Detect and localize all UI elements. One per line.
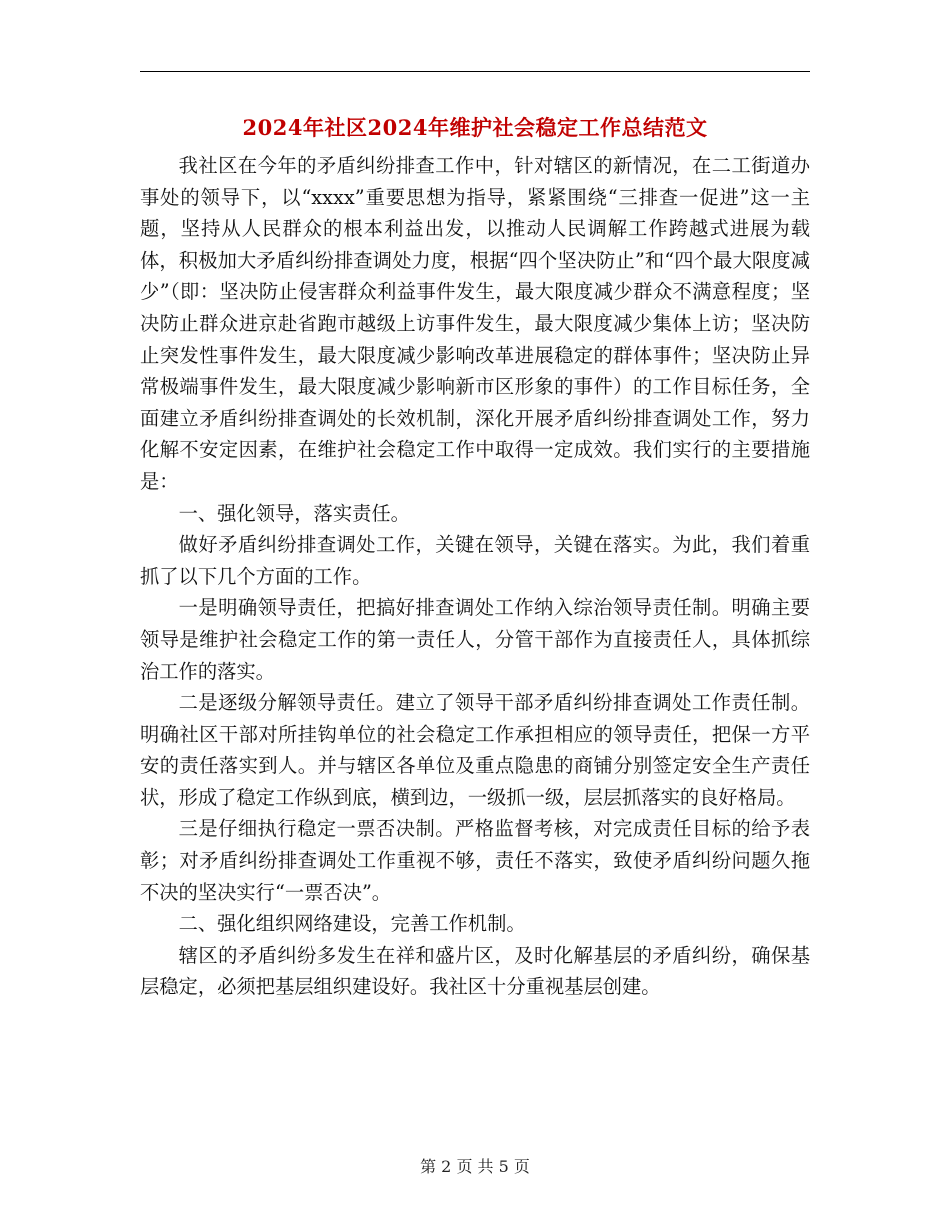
document-title: 2024年社区2024年维护社会稳定工作总结范文 <box>242 115 708 140</box>
body-paragraph: 做好矛盾纠纷排查调处工作，关键在领导，关键在落实。为此，我们着重抓了以下几个方面的工作。 <box>140 533 810 588</box>
section-heading: 一、强化领导，落实责任。 <box>178 501 410 525</box>
body-paragraph: 三是仔细执行稳定一票否决制。严格监督考核，对完成责任目标的给予表彰；对矛盾纠纷排查调处工作重视不够，责任不落实，致使矛盾纠纷问题久拖不决的坚决实行“一票否决”。 <box>140 817 810 904</box>
body-paragraph: 一是明确领导责任，把搞好排查调处工作纳入综治领导责任制。明确主要领导是维护社会稳定工作的第一责任人，分管干部作为直接责任人，具体抓综治工作的落实。 <box>140 596 810 683</box>
section-heading: 二、强化组织网络建设，完善工作机制。 <box>178 912 526 936</box>
page-number: 第 2 页 共 5 页 <box>420 1157 530 1176</box>
document-body <box>140 150 810 1003</box>
body-paragraph: 辖区的矛盾纠纷多发生在祥和盛片区，及时化解基层的矛盾纠纷，确保基层稳定，必须把基层组织建设好。我社区十分重视基层创建。 <box>140 943 810 999</box>
header-rule <box>140 71 810 72</box>
body-paragraph: 二是逐级分解领导责任。建立了领导干部矛盾纠纷排查调处工作责任制。明确社区干部对所挂钩单位的社会稳定工作承担相应的领导责任，把保一方平安的责任落实到人。并与辖区各单位及重点隐患的商铺分别签定安全生产责任状，形成了稳定工作纵到底，横到边，一级抓一级，层层抓落实的良好格局。 <box>140 691 810 809</box>
body-paragraph: 我社区在今年的矛盾纠纷排查工作中，针对辖区的新情况，在二工街道办事处的领导下，以“xxxx”重要思想为指导，紧紧围绕“三排查一促进”这一主题，坚持从人民群众的根本利益出发，以推动人民调解工作跨越式进展为载体，积极加大矛盾纠纷排查调处力度，根据“四个坚决防止”和“四个最大限度减少”（即：坚决防止侵害群众利益事件发生，最大限度减少群众不满意程度；坚决防止群众进京赴省跑市越级上访事件发生，最大限度减少集体上访；坚决防止突发性事件发生，最大限度减少影响改革进展稳定的群体事件；坚决防止异常极端事件发生，最大限度减少影响新市区形象的事件）的工作目标任务，全面建立矛盾纠纷排查调处的长效机制，深化开展矛盾纠纷排查调处工作，努力化解不安定因素，在维护社会稳定工作中取得一定成效。我们实行的主要措施是： <box>140 154 810 493</box>
